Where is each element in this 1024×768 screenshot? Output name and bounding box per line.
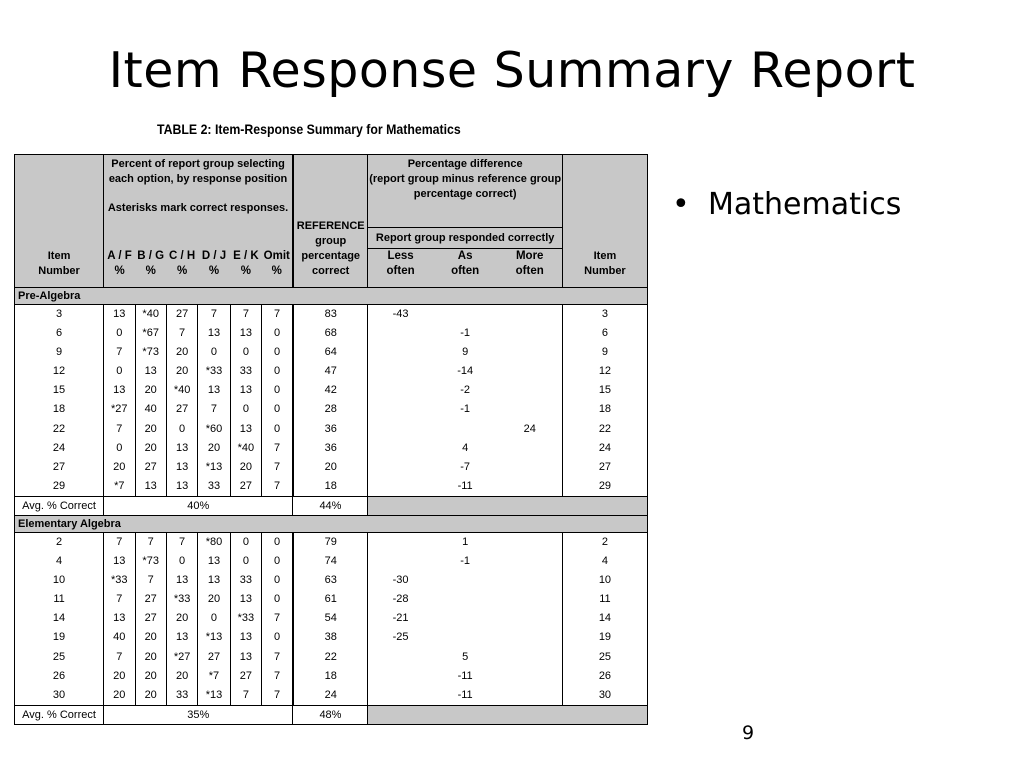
option-percent-cell: *7 — [198, 667, 230, 686]
option-percent-cell: 40 — [104, 628, 135, 647]
option-percent-cell: 27 — [135, 590, 166, 609]
option-percent-cell: *27 — [166, 648, 197, 667]
option-percent-cell: 27 — [198, 648, 230, 667]
diff-less-often-cell — [368, 552, 433, 571]
avg-correct-row — [15, 705, 648, 724]
reference-percent-cell: 36 — [293, 439, 368, 458]
option-percent-cell: 20 — [135, 420, 166, 439]
reference-percent-cell: 79 — [293, 532, 368, 552]
option-percent-cell: 13 — [198, 552, 230, 571]
option-percent-cell: 0 — [262, 343, 293, 362]
option-percent-cell: 20 — [135, 648, 166, 667]
option-percent-cell: 0 — [262, 324, 293, 343]
option-percent-cell: 13 — [198, 571, 230, 590]
item-number-right-cell: 12 — [562, 362, 647, 381]
reference-percent-cell: 42 — [293, 381, 368, 400]
option-percent-cell: 13 — [230, 648, 261, 667]
option-percent-cell: 13 — [166, 458, 197, 477]
option-percent-cell: 0 — [230, 552, 261, 571]
table-row — [15, 305, 648, 325]
option-percent-cell: 13 — [198, 381, 230, 400]
option-percent-cell: 7 — [262, 477, 293, 497]
diff-more-often-cell — [498, 343, 563, 362]
option-percent-cell: 13 — [104, 609, 135, 628]
diff-as-often-cell: -1 — [460, 403, 471, 416]
table-row — [15, 667, 648, 686]
option-percent-cell: 33 — [230, 571, 261, 590]
section-header-row — [15, 515, 648, 532]
diff-as-often-cell — [433, 305, 498, 325]
avg-label: Avg. % Correct — [15, 496, 104, 515]
reference-percent-cell: 47 — [293, 362, 368, 381]
option-percent-cell: 0 — [198, 343, 230, 362]
table-row — [15, 324, 648, 343]
option-percent-cell: *40 — [166, 381, 197, 400]
option-percent-cell: 0 — [230, 532, 261, 552]
option-header-bg: B / G % — [135, 249, 166, 288]
reference-percent-cell: 74 — [293, 552, 368, 571]
table-row — [15, 439, 648, 458]
option-percent-cell: 0 — [104, 324, 135, 343]
item-number-right-cell: 22 — [562, 420, 647, 439]
header-item-number-left: Item Number — [15, 155, 104, 288]
item-number-right-cell: 6 — [562, 324, 647, 343]
item-number-right-cell: 30 — [562, 686, 647, 706]
diff-as-often-cell: -14 — [457, 365, 474, 378]
diff-as-often-cell — [433, 571, 498, 590]
diff-as-often-cell: -2 — [460, 384, 471, 397]
option-percent-cell: *60 — [198, 420, 230, 439]
option-percent-cell: 7 — [135, 571, 166, 590]
section-name: Elementary Algebra — [15, 515, 648, 532]
avg-shaded-cell — [368, 496, 648, 515]
reference-percent-cell: 38 — [293, 628, 368, 647]
item-number-right-cell: 4 — [562, 552, 647, 571]
table-row — [15, 420, 648, 439]
diff-less-often-cell: -28 — [392, 593, 409, 606]
diff-less-often-cell — [368, 400, 433, 419]
option-percent-cell: 0 — [262, 381, 293, 400]
diff-header-as: As often — [433, 249, 498, 288]
option-percent-cell: 27 — [230, 477, 261, 497]
table-row — [15, 400, 648, 419]
option-percent-cell: 13 — [230, 628, 261, 647]
avg-label: Avg. % Correct — [15, 705, 104, 724]
item-number-cell: 26 — [15, 667, 104, 686]
item-number-right-cell: 27 — [562, 458, 647, 477]
option-percent-cell: 20 — [135, 686, 166, 706]
option-header-ch: C / H % — [166, 249, 197, 288]
diff-less-often-cell: -43 — [392, 308, 409, 320]
option-percent-cell: *33 — [104, 571, 135, 590]
diff-more-often-cell — [498, 305, 563, 325]
option-percent-cell: *40 — [230, 439, 261, 458]
option-percent-cell: 13 — [135, 477, 166, 497]
option-percent-cell: 13 — [198, 324, 230, 343]
table-row — [15, 552, 648, 571]
item-number-right-cell: 11 — [562, 590, 647, 609]
option-percent-cell: 7 — [262, 686, 293, 706]
item-number-right-cell: 19 — [562, 628, 647, 647]
option-percent-cell: 13 — [166, 477, 197, 497]
option-percent-cell: 13 — [104, 381, 135, 400]
option-percent-cell: 20 — [166, 362, 197, 381]
option-percent-cell: 0 — [262, 571, 293, 590]
reference-percent-cell: 83 — [293, 305, 368, 325]
option-percent-cell: 7 — [166, 532, 197, 552]
item-number-cell: 12 — [15, 362, 104, 381]
item-number-cell: 9 — [15, 343, 104, 362]
option-percent-cell: 27 — [166, 305, 197, 325]
item-number-cell: 24 — [15, 439, 104, 458]
table-row — [15, 362, 648, 381]
option-percent-cell: *80 — [198, 532, 230, 552]
diff-more-often-cell — [498, 648, 563, 667]
option-percent-cell: 13 — [104, 552, 135, 571]
header-item-number-right: Item Number — [562, 155, 647, 288]
option-percent-cell: 27 — [135, 609, 166, 628]
avg-report-value: 40% — [104, 496, 293, 515]
diff-as-often-cell — [433, 590, 498, 609]
reference-percent-cell: 28 — [293, 400, 368, 419]
diff-as-often-cell: -7 — [460, 460, 471, 473]
item-number-cell: 19 — [15, 628, 104, 647]
option-percent-cell: 20 — [166, 609, 197, 628]
option-percent-cell: 0 — [262, 590, 293, 609]
diff-as-often-cell: -11 — [457, 669, 473, 682]
item-number-cell: 10 — [15, 571, 104, 590]
option-percent-cell: 20 — [104, 667, 135, 686]
diff-less-often-cell: -25 — [392, 631, 409, 644]
slide-title: Item Response Summary Report — [108, 42, 916, 99]
option-percent-cell: *33 — [198, 362, 230, 381]
item-number-cell: 11 — [15, 590, 104, 609]
diff-less-often-cell: -30 — [392, 574, 409, 587]
item-number-right-cell: 2 — [562, 532, 647, 552]
diff-more-often-cell — [498, 477, 563, 497]
avg-shaded-cell — [368, 705, 648, 724]
option-percent-cell: *27 — [104, 400, 135, 419]
table-row — [15, 343, 648, 362]
diff-less-often-cell — [368, 362, 433, 381]
avg-reference-value: 48% — [293, 705, 368, 724]
table-row — [15, 381, 648, 400]
option-percent-cell: 7 — [104, 420, 135, 439]
reference-percent-cell: 61 — [293, 590, 368, 609]
option-percent-cell: 33 — [198, 477, 230, 497]
diff-as-often-cell: -11 — [457, 479, 473, 492]
option-percent-cell: 13 — [230, 420, 261, 439]
diff-less-often-cell — [368, 458, 433, 477]
diff-less-often-cell — [368, 381, 433, 400]
reference-percent-cell: 54 — [293, 609, 368, 628]
option-percent-cell: 27 — [166, 400, 197, 419]
diff-as-often-cell: 5 — [462, 650, 469, 663]
reference-percent-cell: 68 — [293, 324, 368, 343]
diff-less-often-cell — [368, 343, 433, 362]
reference-percent-cell: 22 — [293, 648, 368, 667]
table-row — [15, 609, 648, 628]
diff-more-often-cell — [498, 667, 563, 686]
diff-less-often-cell: -21 — [392, 612, 409, 625]
option-percent-cell: 20 — [135, 381, 166, 400]
option-percent-cell: 20 — [104, 458, 135, 477]
bullet-item: • Mathematics — [672, 187, 902, 222]
diff-more-often-cell — [498, 552, 563, 571]
table-row — [15, 571, 648, 590]
item-number-cell: 29 — [15, 477, 104, 497]
option-percent-cell: 0 — [262, 532, 293, 552]
option-percent-cell: 0 — [262, 628, 293, 647]
option-percent-cell: *33 — [166, 590, 197, 609]
option-percent-cell: *40 — [135, 305, 166, 325]
diff-more-often-cell — [498, 362, 563, 381]
option-header-omit: Omit % — [262, 249, 293, 288]
diff-more-often-cell — [498, 439, 563, 458]
option-percent-cell: 7 — [262, 609, 293, 628]
option-percent-cell: 0 — [230, 400, 261, 419]
diff-less-often-cell — [368, 477, 433, 497]
option-header-af: A / F % — [104, 249, 135, 288]
item-number-cell: 30 — [15, 686, 104, 706]
item-number-cell: 6 — [15, 324, 104, 343]
diff-less-often-cell — [368, 667, 433, 686]
reference-percent-cell: 24 — [293, 686, 368, 706]
diff-as-often-cell: 4 — [462, 441, 469, 454]
reference-percent-cell: 63 — [293, 571, 368, 590]
item-number-cell: 2 — [15, 532, 104, 552]
option-percent-cell: 7 — [135, 532, 166, 552]
option-percent-cell: 0 — [262, 400, 293, 419]
table-body — [15, 288, 648, 725]
option-percent-cell: 13 — [166, 571, 197, 590]
diff-as-often-cell — [433, 609, 498, 628]
item-number-cell: 27 — [15, 458, 104, 477]
option-percent-cell: 33 — [166, 686, 197, 706]
section-header-row — [15, 288, 648, 305]
diff-more-often-cell — [498, 400, 563, 419]
item-number-right-cell: 29 — [562, 477, 647, 497]
option-percent-cell: *13 — [198, 458, 230, 477]
table-row — [15, 532, 648, 552]
option-percent-cell: 27 — [135, 458, 166, 477]
diff-less-often-cell — [368, 324, 433, 343]
option-percent-cell: 0 — [262, 362, 293, 381]
item-number-cell: 22 — [15, 420, 104, 439]
option-percent-cell: *67 — [135, 324, 166, 343]
avg-report-value: 35% — [104, 705, 293, 724]
option-header-ek: E / K % — [230, 249, 261, 288]
option-percent-cell: 7 — [262, 648, 293, 667]
table-row — [15, 648, 648, 667]
option-percent-cell: *7 — [104, 477, 135, 497]
section-name: Pre-Algebra — [15, 288, 648, 305]
diff-more-often-cell — [498, 571, 563, 590]
item-number-right-cell: 18 — [562, 400, 647, 419]
item-number-right-cell: 9 — [562, 343, 647, 362]
diff-more-often-cell — [498, 686, 563, 706]
diff-more-often-cell — [498, 458, 563, 477]
option-percent-cell: 13 — [230, 590, 261, 609]
option-percent-cell: 7 — [198, 305, 230, 325]
diff-more-often-cell — [498, 590, 563, 609]
option-percent-cell: 40 — [135, 400, 166, 419]
option-percent-cell: 0 — [166, 420, 197, 439]
option-percent-cell: 7 — [166, 324, 197, 343]
item-number-cell: 18 — [15, 400, 104, 419]
option-percent-cell: 7 — [104, 343, 135, 362]
option-percent-cell: 7 — [262, 458, 293, 477]
bullet-list — [672, 187, 901, 222]
option-percent-cell: 7 — [262, 305, 293, 325]
reference-percent-cell: 18 — [293, 667, 368, 686]
asterisks-note: Asterisks mark correct responses. — [107, 202, 289, 214]
reference-percent-cell: 64 — [293, 343, 368, 362]
option-percent-cell: 0 — [166, 552, 197, 571]
option-percent-cell: 7 — [262, 439, 293, 458]
option-percent-cell: 0 — [262, 552, 293, 571]
option-percent-cell: 20 — [135, 667, 166, 686]
option-percent-cell: 13 — [230, 324, 261, 343]
reference-percent-cell: 18 — [293, 477, 368, 497]
option-percent-cell: 13 — [135, 362, 166, 381]
option-percent-cell: 7 — [230, 686, 261, 706]
item-number-right-cell: 10 — [562, 571, 647, 590]
option-percent-cell: 20 — [166, 667, 197, 686]
option-percent-cell: 20 — [230, 458, 261, 477]
option-percent-cell: 20 — [198, 439, 230, 458]
page-number: 9 — [742, 722, 755, 744]
option-percent-cell: 20 — [135, 628, 166, 647]
option-percent-cell: 0 — [230, 343, 261, 362]
diff-more-often-cell — [498, 324, 563, 343]
option-percent-cell: 0 — [104, 439, 135, 458]
option-percent-cell: 0 — [262, 420, 293, 439]
item-number-right-cell: 26 — [562, 667, 647, 686]
diff-as-often-cell: 9 — [462, 346, 469, 359]
option-percent-cell: 20 — [166, 343, 197, 362]
option-percent-cell: *33 — [230, 609, 261, 628]
bullet-dot-icon: • — [672, 187, 690, 222]
diff-as-often-cell: 1 — [462, 535, 469, 548]
header-reference: REFERENCE group percentage correct — [293, 155, 368, 288]
item-number-right-cell: 3 — [562, 305, 647, 325]
reference-percent-cell: 20 — [293, 458, 368, 477]
diff-less-often-cell — [368, 532, 433, 552]
diff-less-often-cell — [368, 648, 433, 667]
item-number-cell: 15 — [15, 381, 104, 400]
diff-more-often-cell — [498, 532, 563, 552]
diff-less-often-cell — [368, 439, 433, 458]
option-percent-cell: 33 — [230, 362, 261, 381]
option-percent-cell: *13 — [198, 686, 230, 706]
option-percent-cell: 7 — [104, 648, 135, 667]
option-percent-cell: 20 — [135, 439, 166, 458]
item-number-right-cell: 24 — [562, 439, 647, 458]
option-percent-cell: 27 — [230, 667, 261, 686]
item-number-right-cell: 14 — [562, 609, 647, 628]
option-percent-cell: *73 — [135, 343, 166, 362]
diff-header-more: More often — [498, 249, 563, 288]
item-number-cell: 4 — [15, 552, 104, 571]
table-row — [15, 477, 648, 497]
diff-as-often-cell — [433, 628, 498, 647]
option-percent-cell: 20 — [198, 590, 230, 609]
option-percent-cell: 13 — [230, 381, 261, 400]
table-row — [15, 590, 648, 609]
option-percent-cell: 0 — [198, 609, 230, 628]
avg-reference-value: 44% — [293, 496, 368, 515]
item-number-cell: 25 — [15, 648, 104, 667]
diff-as-often-cell — [433, 420, 498, 439]
table-row — [15, 458, 648, 477]
option-percent-cell: 7 — [104, 590, 135, 609]
diff-as-often-cell: -1 — [460, 555, 471, 568]
diff-as-often-cell: -11 — [457, 688, 473, 701]
diff-header-less: Less often — [368, 249, 433, 288]
item-response-table — [14, 154, 648, 725]
option-percent-cell: 7 — [230, 305, 261, 325]
diff-more-often-cell — [498, 609, 563, 628]
table-caption: TABLE 2: Item-Response Summary for Mathematics — [157, 121, 461, 137]
diff-more-often-cell — [498, 381, 563, 400]
item-number-cell: 3 — [15, 305, 104, 325]
option-percent-cell: 13 — [166, 628, 197, 647]
option-percent-cell: 13 — [104, 305, 135, 325]
avg-correct-row — [15, 496, 648, 515]
option-percent-cell: 7 — [104, 532, 135, 552]
table-row — [15, 628, 648, 647]
item-number-cell: 14 — [15, 609, 104, 628]
diff-less-often-cell — [368, 686, 433, 706]
table-row — [15, 686, 648, 706]
diff-more-often-cell: 24 — [498, 420, 563, 439]
option-percent-cell: 13 — [166, 439, 197, 458]
header-percentage-difference: Percentage difference (report group minus reference group percentage correct) — [368, 155, 562, 228]
diff-more-often-cell — [498, 628, 563, 647]
option-percent-cell: 20 — [104, 686, 135, 706]
option-percent-cell: 7 — [198, 400, 230, 419]
item-number-right-cell: 25 — [562, 648, 647, 667]
header-percent-selecting: Percent of report group selecting each option, by response position Asterisks mark correct responses. — [104, 155, 293, 249]
diff-as-often-cell: -1 — [460, 327, 471, 340]
option-header-dj: D / J % — [198, 249, 230, 288]
header-responded-correctly: Report group responded correctly — [368, 228, 562, 249]
reference-percent-cell: 36 — [293, 420, 368, 439]
diff-less-often-cell — [368, 420, 433, 439]
item-number-right-cell: 15 — [562, 381, 647, 400]
option-percent-cell: *73 — [135, 552, 166, 571]
option-percent-cell: 7 — [262, 667, 293, 686]
option-percent-cell: *13 — [198, 628, 230, 647]
option-percent-cell: 0 — [104, 362, 135, 381]
